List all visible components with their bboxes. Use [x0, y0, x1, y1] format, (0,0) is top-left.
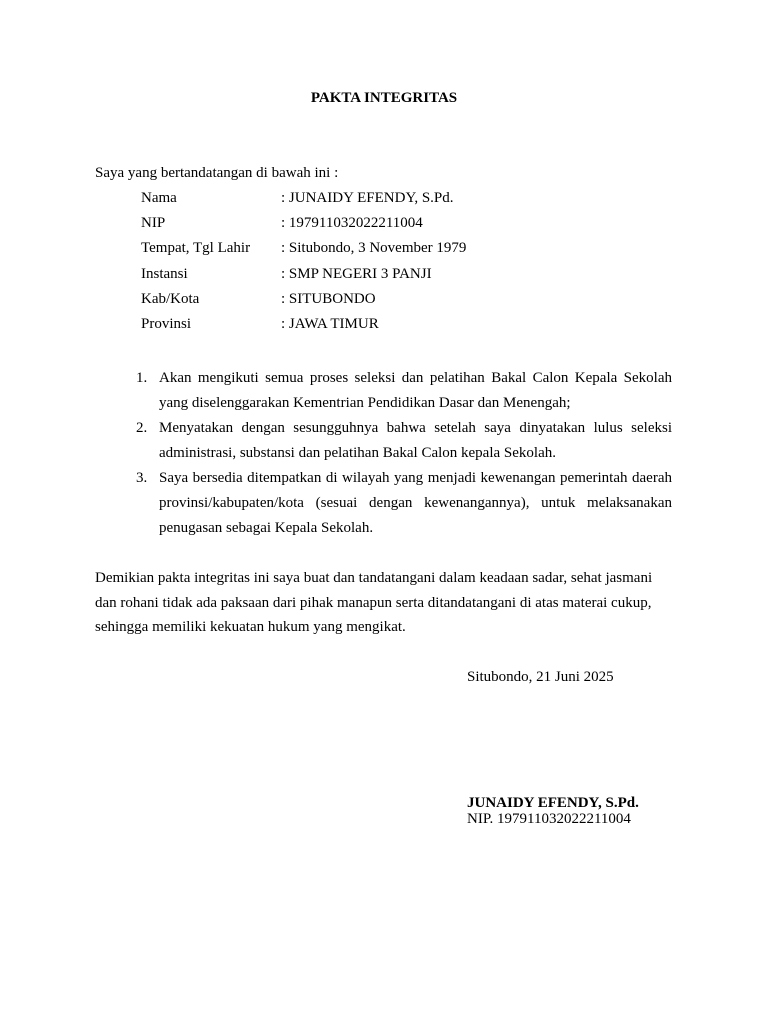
identity-table	[141, 189, 466, 340]
statement-text: Saya bersedia ditempatkan di wilayah yang menjadi kewenangan pemerintah daerah provinsi/kabupaten/kota (sesuai dengan kewenangannya), untuk melaksanakan penugasan sebagai Kepala Sekolah.	[159, 470, 672, 536]
place-date: Situbondo, 21 Juni 2025	[467, 669, 614, 685]
identity-row-institution	[141, 265, 466, 290]
statement-list	[128, 366, 672, 541]
intro-text: Saya yang bertandatangan di bawah ini :	[95, 165, 339, 181]
document-title: PAKTA INTEGRITAS	[310, 90, 458, 106]
signer-nip: NIP. 197911032022211004	[467, 811, 631, 827]
identity-value: : JUNAIDY EFENDY, S.Pd.	[281, 190, 454, 206]
statement-number: 1.	[136, 370, 148, 386]
statement-number: 2.	[136, 420, 148, 436]
identity-value: : SITUBONDO	[281, 290, 376, 307]
statement-text: Menyatakan dengan sesungguhnya bahwa setelah saya dinyatakan lulus seleksi administrasi, substansi dan pelatihan Bakal Calon kepala Sekolah.	[159, 420, 672, 461]
statement-number: 3.	[136, 470, 148, 486]
identity-label: Instansi	[141, 265, 188, 282]
closing-line: dan rohani tidak ada paksaan dari pihak manapun serta ditandatangani di atas materai cukup,	[95, 594, 652, 611]
statement-item	[128, 466, 672, 541]
identity-value: : JAWA TIMUR	[281, 315, 379, 332]
statement-item	[128, 416, 672, 466]
identity-label: Nama	[141, 190, 177, 206]
identity-value: : 197911032022211004	[281, 215, 423, 232]
statement-text: Akan mengikuti semua proses seleksi dan pelatihan Bakal Calon Kepala Sekolah yang diselenggarakan Kementrian Pendidikan Dasar dan Menengah;	[159, 370, 672, 411]
statement-item	[128, 366, 672, 416]
identity-value: : SMP NEGERI 3 PANJI	[281, 265, 432, 282]
identity-label: Provinsi	[141, 315, 192, 332]
identity-row-province	[141, 315, 466, 340]
closing-paragraph	[95, 566, 672, 640]
closing-line: sehingga memiliki kekuatan hukum yang mengikat.	[95, 619, 406, 636]
identity-row-nip	[141, 214, 466, 239]
identity-label: NIP	[141, 215, 166, 232]
identity-value: : Situbondo, 3 November 1979	[281, 240, 467, 257]
identity-label: Kab/Kota	[141, 290, 200, 307]
identity-row-birth	[141, 239, 466, 264]
closing-line: Demikian pakta integritas ini saya buat dan tandatangani dalam keadaan sadar, sehat jasmani	[95, 570, 653, 586]
signer-name: JUNAIDY EFENDY, S.Pd.	[467, 795, 639, 811]
identity-label: Tempat, Tgl Lahir	[141, 240, 251, 257]
identity-row-name	[141, 189, 466, 214]
identity-row-city	[141, 290, 466, 315]
